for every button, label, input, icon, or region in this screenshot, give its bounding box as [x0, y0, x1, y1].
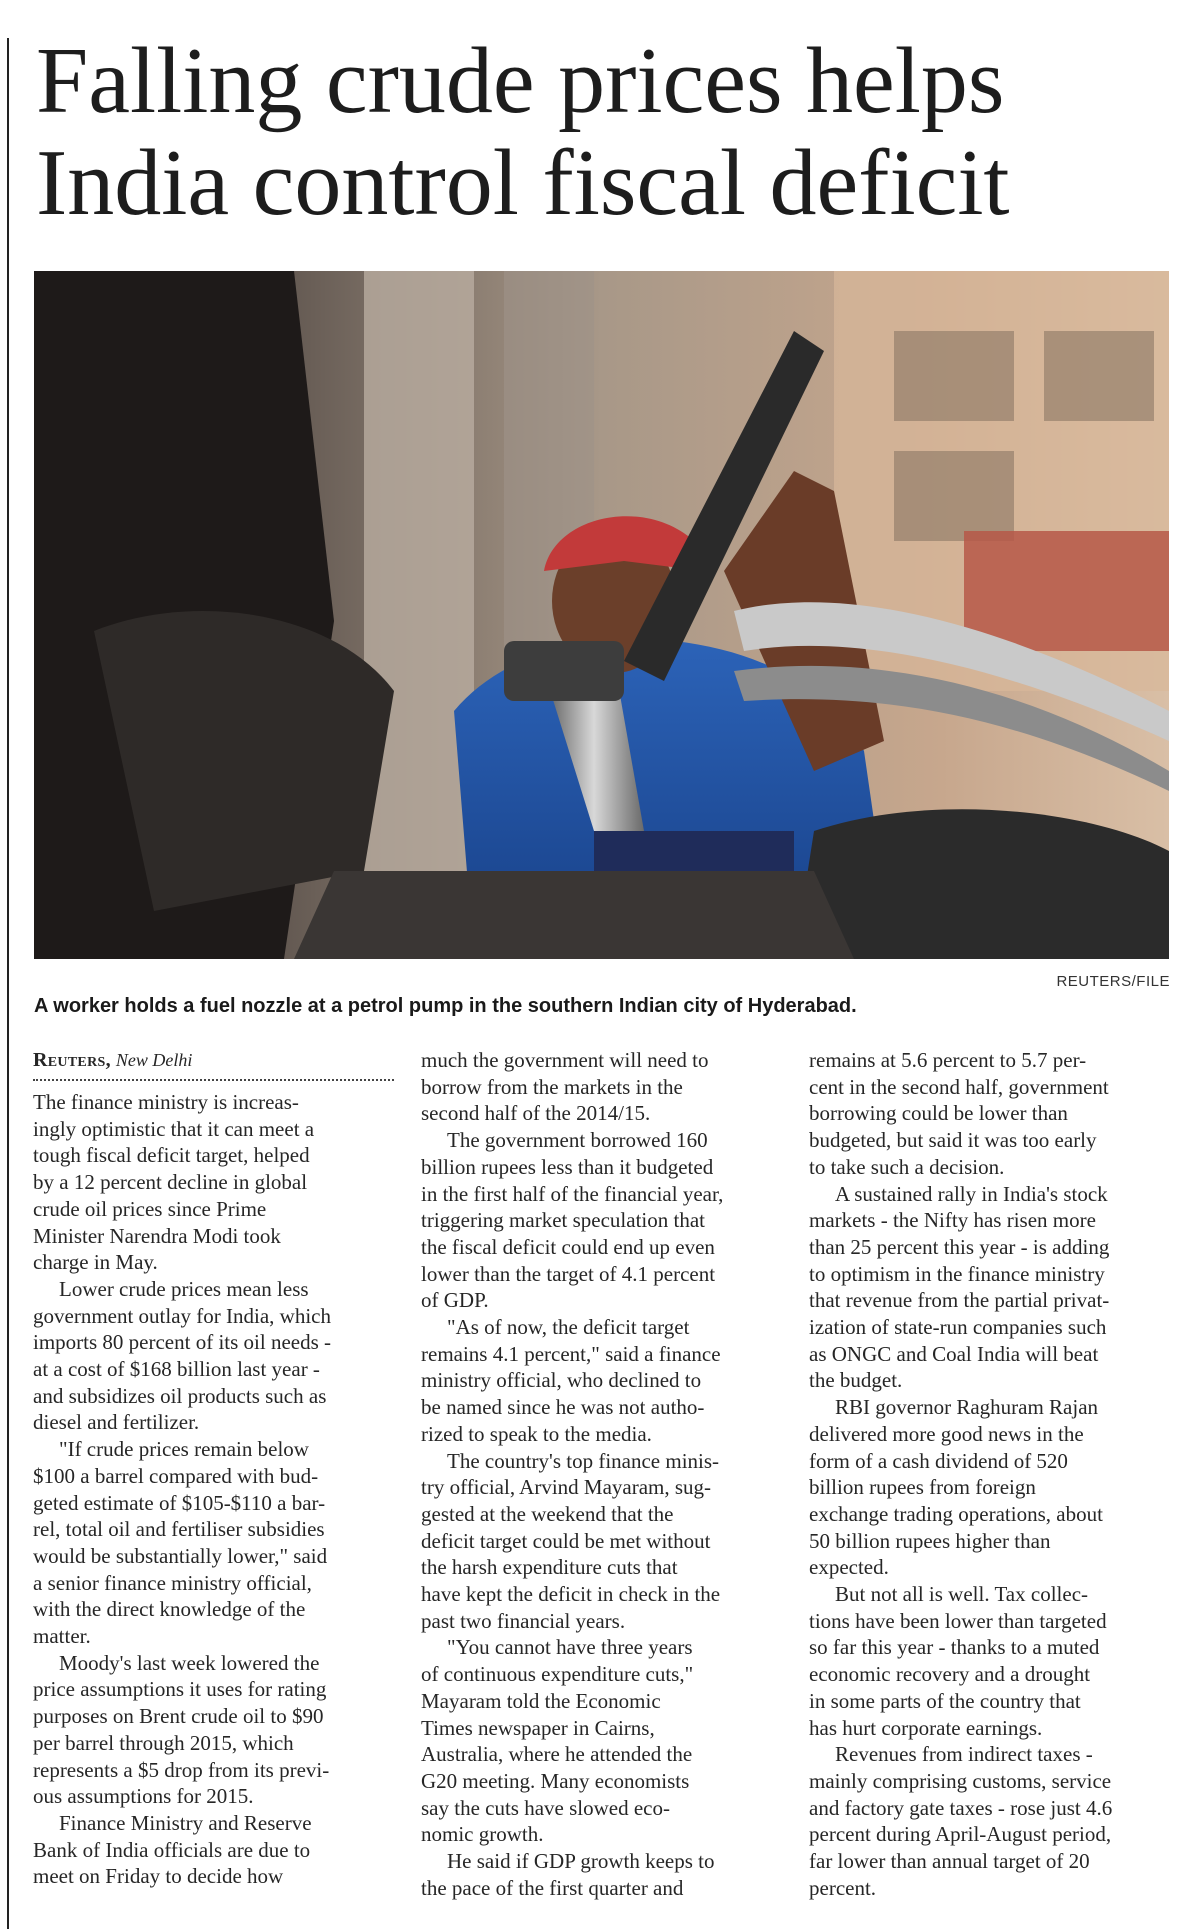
text-line: meet on Friday to decide how — [33, 1864, 284, 1889]
text-line: expected. — [809, 1555, 889, 1580]
paragraph — [809, 1581, 1174, 1741]
text-line: the harsh expenditure cuts that — [421, 1555, 678, 1580]
text-line: charge in May. — [33, 1250, 158, 1275]
left-column-rule — [7, 38, 9, 1929]
text-line: budgeted, but said it was too early — [809, 1128, 1097, 1153]
headline — [36, 30, 1176, 234]
text-line: Bank of India officials are due to — [33, 1837, 311, 1862]
text-line: borrow from the markets in the — [421, 1074, 683, 1099]
paragraph — [421, 1848, 786, 1901]
text-line: remains at 5.6 percent to 5.7 per- — [809, 1048, 1087, 1072]
paragraph — [809, 1047, 1174, 1181]
column-3-body — [809, 1047, 1174, 1902]
text-line: nomic growth. — [421, 1822, 544, 1847]
paragraph — [809, 1741, 1174, 1901]
text-line: geted estimate of $105-$110 a bar- — [33, 1490, 326, 1515]
text-line: have kept the deficit in check in the — [421, 1582, 721, 1607]
text-line: RBI governor Raghuram Rajan — [835, 1395, 1099, 1420]
paragraph — [421, 1634, 786, 1848]
paragraph — [33, 1436, 398, 1650]
text-line: tions have been lower than targeted — [809, 1608, 1107, 1633]
photo-illustration — [34, 271, 1169, 959]
text-line: delivered more good news in the — [809, 1421, 1084, 1446]
text-line: rel, total oil and fertiliser subsidies — [33, 1517, 325, 1542]
text-line: Minister Narendra Modi took — [33, 1223, 281, 1248]
text-line: a senior finance ministry official, — [33, 1570, 312, 1595]
article-column-2 — [421, 1047, 786, 1902]
text-line: be named since he was not autho- — [421, 1395, 705, 1420]
text-line: Lower crude prices mean less — [59, 1276, 309, 1301]
text-line: the budget. — [809, 1368, 903, 1393]
text-line: borrowing could be lower than — [809, 1101, 1068, 1126]
text-line: billion rupees from foreign — [809, 1475, 1036, 1500]
article-column-1 — [33, 1047, 398, 1890]
text-line: would be substantially lower," said — [33, 1543, 328, 1568]
text-line: "If crude prices remain below — [59, 1437, 309, 1462]
text-line: form of a cash dividend of 520 — [809, 1448, 1068, 1473]
text-line: imports 80 percent of its oil needs - — [33, 1330, 332, 1355]
text-line: and factory gate taxes - rose just 4.6 — [809, 1795, 1113, 1820]
text-line: far lower than annual target of 20 — [809, 1849, 1090, 1874]
text-line: remains 4.1 percent," said a finance — [421, 1341, 721, 1366]
text-line: He said if GDP growth keeps to — [447, 1849, 715, 1874]
text-line: of continuous expenditure cuts," — [421, 1662, 694, 1687]
text-line: to take such a decision. — [809, 1154, 1005, 1179]
text-line: ministry official, who declined to — [421, 1368, 702, 1393]
text-line: The government borrowed 160 — [447, 1128, 708, 1153]
text-line: ingly optimistic that it can meet a — [33, 1116, 315, 1141]
paragraph — [33, 1810, 398, 1890]
text-line: diesel and fertilizer. — [33, 1410, 200, 1435]
text-line: The country's top finance minis- — [447, 1448, 720, 1473]
text-line: "You cannot have three years — [447, 1635, 693, 1660]
text-line: and subsidizes oil products such as — [33, 1383, 327, 1408]
dateline-divider — [33, 1079, 394, 1081]
dateline-place: New Delhi — [115, 1050, 193, 1070]
text-line: percent during April-August period, — [809, 1822, 1112, 1847]
text-line: of GDP. — [421, 1288, 489, 1313]
text-line: in some parts of the country that — [809, 1688, 1081, 1713]
photo-credit: REUTERS/FILE — [1056, 973, 1170, 990]
text-line: much the government will need to — [421, 1048, 709, 1072]
text-line: "As of now, the deficit target — [447, 1315, 690, 1340]
text-line: A sustained rally in India's stock — [835, 1181, 1108, 1206]
text-line: Revenues from indirect taxes - — [835, 1742, 1093, 1767]
text-line: try official, Arvind Mayaram, sug- — [421, 1475, 712, 1500]
text-line: that revenue from the partial privat- — [809, 1288, 1110, 1313]
text-line: say the cuts have slowed eco- — [421, 1795, 670, 1820]
text-line: past two financial years. — [421, 1608, 626, 1633]
text-line: price assumptions it uses for rating — [33, 1677, 327, 1702]
article-column-3 — [809, 1047, 1174, 1902]
text-line: ous assumptions for 2015. — [33, 1784, 254, 1809]
text-line: percent. — [809, 1875, 877, 1900]
text-line: matter. — [33, 1624, 91, 1649]
text-line: triggering market speculation that — [421, 1208, 705, 1233]
text-line: cent in the second half, government — [809, 1074, 1109, 1099]
text-line: Finance Ministry and Reserve — [59, 1810, 312, 1835]
paragraph — [421, 1314, 786, 1448]
text-line: to optimism in the finance ministry — [809, 1261, 1105, 1286]
dateline — [33, 1047, 398, 1073]
photo-fuel-nozzle — [34, 271, 1169, 959]
text-line: with the direct knowledge of the — [33, 1597, 306, 1622]
paragraph — [809, 1181, 1174, 1395]
text-line: purposes on Brent crude oil to $90 — [33, 1704, 324, 1729]
paragraph — [33, 1276, 398, 1436]
text-line: lower than the target of 4.1 percent — [421, 1261, 716, 1286]
dateline-agency: Reuters, — [33, 1049, 111, 1071]
text-line: by a 12 percent decline in global — [33, 1170, 308, 1195]
headline-line-1: Falling crude prices helps — [36, 29, 1005, 133]
text-line: the fiscal deficit could end up even — [421, 1234, 715, 1259]
text-line: exchange trading operations, about — [809, 1501, 1103, 1526]
text-line: markets - the Nifty has risen more — [809, 1208, 1096, 1233]
text-line: at a cost of $168 billion last year - — [33, 1357, 320, 1382]
column-1-body — [33, 1089, 398, 1890]
text-line: the pace of the first quarter and — [421, 1875, 684, 1900]
text-line: mainly comprising customs, service — [809, 1768, 1112, 1793]
paragraph — [421, 1047, 786, 1127]
text-line: has hurt corporate earnings. — [809, 1715, 1043, 1740]
text-line: in the first half of the financial year, — [421, 1181, 724, 1206]
text-line: billion rupees less than it budgeted — [421, 1154, 714, 1179]
text-line: second half of the 2014/15. — [421, 1101, 651, 1126]
text-line: as ONGC and Coal India will beat — [809, 1341, 1099, 1366]
text-line: Australia, where he attended the — [421, 1742, 693, 1767]
text-line: ization of state-run companies such — [809, 1315, 1107, 1340]
text-line: rized to speak to the media. — [421, 1421, 652, 1446]
paragraph — [421, 1448, 786, 1635]
text-line: government outlay for India, which — [33, 1303, 331, 1328]
headline-line-2: India control fiscal deficit — [36, 131, 1010, 235]
text-line: per barrel through 2015, which — [33, 1730, 294, 1755]
text-line: tough fiscal deficit target, helped — [33, 1143, 310, 1168]
paragraph — [33, 1650, 398, 1810]
text-line: crude oil prices since Prime — [33, 1196, 267, 1221]
text-line: deficit target could be met without — [421, 1528, 711, 1553]
text-line: Times newspaper in Cairns, — [421, 1715, 655, 1740]
paragraph — [421, 1127, 786, 1314]
text-line: so far this year - thanks to a muted — [809, 1635, 1100, 1660]
text-line: 50 billion rupees higher than — [809, 1528, 1051, 1553]
paragraph — [33, 1089, 398, 1276]
text-line: gested at the weekend that the — [421, 1501, 674, 1526]
text-line: But not all is well. Tax collec- — [835, 1582, 1089, 1607]
paragraph — [809, 1394, 1174, 1581]
text-line: economic recovery and a drought — [809, 1662, 1091, 1687]
photo-caption: A worker holds a fuel nozzle at a petrol pump in the southern Indian city of Hyderabad. — [34, 995, 857, 1017]
text-line: $100 a barrel compared with bud- — [33, 1463, 319, 1488]
text-line: Mayaram told the Economic — [421, 1688, 661, 1713]
text-line: Moody's last week lowered the — [59, 1650, 320, 1675]
text-line: represents a $5 drop from its previ- — [33, 1757, 330, 1782]
text-line: G20 meeting. Many economists — [421, 1768, 690, 1793]
column-2-body — [421, 1047, 786, 1902]
text-line: The finance ministry is increas- — [33, 1090, 299, 1114]
text-line: than 25 percent this year - is adding — [809, 1234, 1110, 1259]
